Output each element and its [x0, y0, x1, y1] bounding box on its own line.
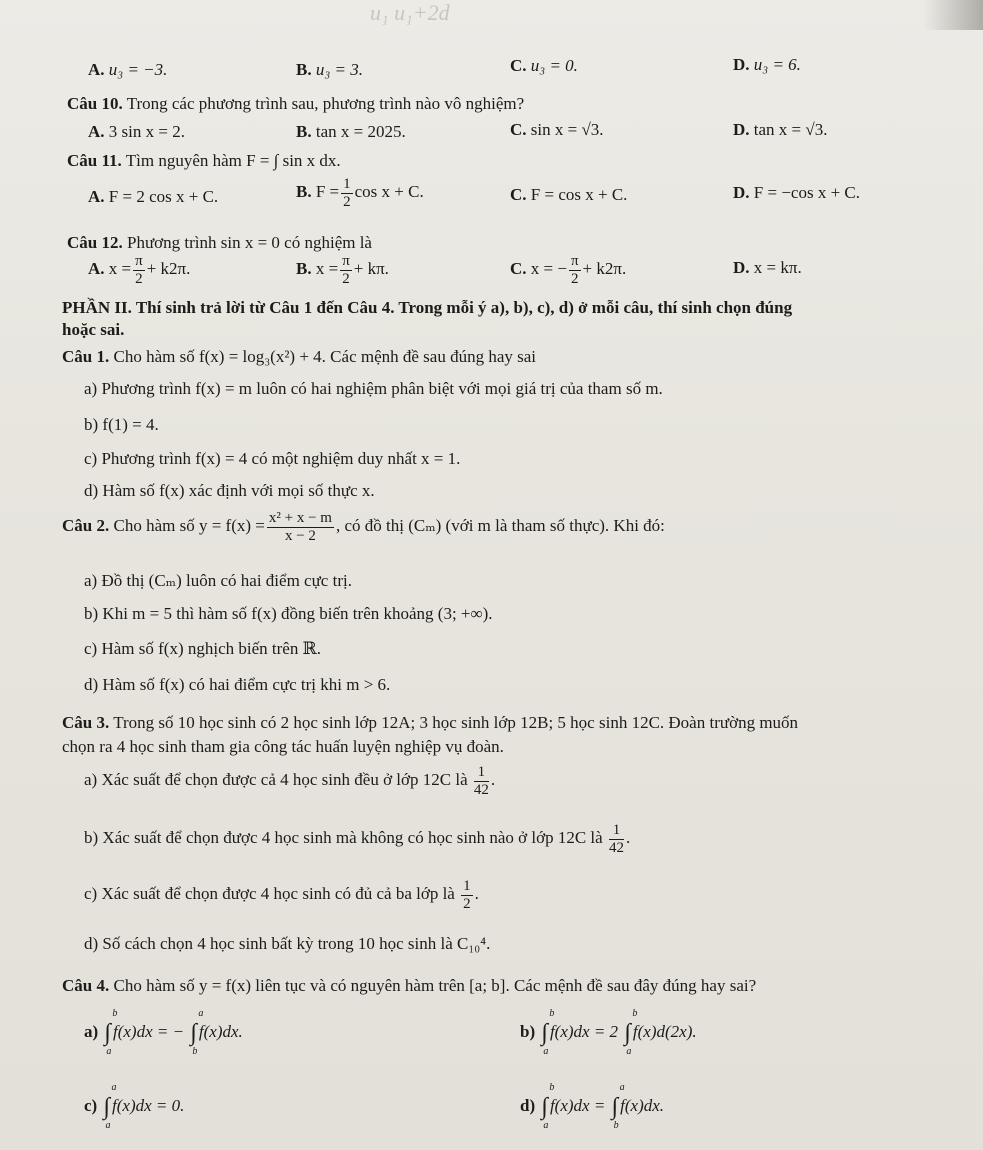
- q10-option-d: D. tan x = √3.: [733, 120, 828, 139]
- q9-option-b: B. u₃ = 3.: [296, 60, 363, 79]
- p4-a: a) ∫ b a f(x)dx = − ∫ a b f(x)dx.: [84, 1008, 243, 1057]
- fraction: $\frac{1}{42}$: [608, 822, 624, 856]
- integral-sign: ∫ a a: [103, 1082, 117, 1131]
- integral-sign: ∫ a b: [190, 1008, 204, 1057]
- fraction: $\frac{\pi}{2}$: [135, 253, 143, 287]
- fraction: $\frac{1}{2}$: [463, 878, 471, 912]
- fraction: $\frac{\text{x² + x − m}}{x - 2}$: [268, 510, 332, 544]
- q10-option-c: C. sin x = √3.: [510, 120, 604, 139]
- p1-d: d) Hàm số f(x) xác định với mọi số thực x.: [84, 481, 375, 500]
- q11-option-a: A. F = 2 cos x + C.: [88, 187, 219, 206]
- p2-d: d) Hàm số f(x) có hai điểm cực trị khi m > 6.: [84, 675, 391, 694]
- q11-option-b: B. F = $\frac{1}{2}$ cos x + C.: [296, 176, 424, 210]
- p1-a: a) Phương trình f(x) = m luôn có hai nghiệm phân biệt với mọi giá trị của tham số m.: [84, 379, 663, 398]
- p4-c: c) ∫ a a f(x)dx = 0.: [84, 1082, 185, 1131]
- p3-stem-cont: chọn ra 4 học sinh tham gia công tác huấn luyện nghiệp vụ đoàn.: [62, 737, 504, 756]
- p3-c: c) Xác suất để chọn được 4 học sinh có đủ cả ba lớp là $\frac{1}{2}$ .: [84, 878, 479, 912]
- p1-c: c) Phương trình f(x) = 4 có một nghiệm duy nhất x = 1.: [84, 449, 461, 468]
- integral-sign: ∫ b a: [104, 1008, 118, 1057]
- q11-stem: Câu 11. Tìm nguyên hàm F = ∫ sin x dx.: [67, 151, 341, 170]
- fraction: $\frac{\pi}{2}$: [570, 253, 579, 287]
- p2-b: b) Khi m = 5 thì hàm số f(x) đồng biến trên khoảng (3; +∞).: [84, 604, 493, 623]
- p3-stem: Câu 3. Trong số 10 học sinh có 2 học sinh lớp 12A; 3 học sinh lớp 12B; 5 học sinh 12C. Đoàn trường muốn: [62, 713, 799, 732]
- q9-option-c: C. u₃ = 0.: [510, 56, 578, 75]
- fraction: $\frac{\pi}{2}$: [342, 253, 350, 287]
- p3-d: d) Số cách chọn 4 học sinh bất kỳ trong 10 học sinh là C₁₀⁴.: [84, 934, 491, 953]
- q12-option-c: C. x = − $\frac{\pi}{2}$ + k2π.: [510, 253, 627, 287]
- q10-option-b: B. tan x = 2025.: [296, 122, 406, 141]
- p4-d: d) ∫ b a f(x)dx = ∫ a b f(x)dx.: [520, 1082, 665, 1131]
- q12-option-b: B. x = $\frac{\pi}{2}$ + kπ.: [296, 253, 389, 287]
- corner-shadow: [923, 0, 983, 30]
- integral-sign: ∫ b a: [541, 1082, 555, 1131]
- q12-stem: Câu 12. Phương trình sin x = 0 có nghiệm là: [67, 233, 372, 252]
- q12-option-d: D. x = kπ.: [733, 258, 802, 277]
- q11-option-c: C. F = cos x + C.: [510, 185, 628, 204]
- fraction: $\frac{1}{2}$: [343, 176, 351, 210]
- q12-option-a: A. x = $\frac{\pi}{2}$ + k2π.: [88, 253, 191, 287]
- integral-sign: ∫ b a: [624, 1008, 638, 1057]
- p3-a: a) Xác suất để chọn được cả 4 học sinh đều ở lớp 12C là $\frac{1}{42}$ .: [84, 764, 496, 798]
- pencil-scribble: u₁ u₁+2d: [370, 0, 450, 25]
- p2-stem: Câu 2. Cho hàm số y = f(x) = $\frac{\text{x² + x − m}}{x - 2}$ , có đồ thị (Cₘ) (với m là tham số thực). Khi đó:: [62, 510, 665, 544]
- p1-b: b) f(1) = 4.: [84, 415, 159, 434]
- p3-b: b) Xác suất để chọn được 4 học sinh mà không có học sinh nào ở lớp 12C là $\frac{1}{42}$ .: [84, 822, 631, 856]
- integral-sign: ∫ a b: [611, 1082, 625, 1131]
- p4-b: b) ∫ b a f(x)dx = 2 ∫ b a f(x)d(2x).: [520, 1008, 697, 1057]
- p1-stem: Câu 1. Cho hàm số f(x) = log₃(x²) + 4. Các mệnh đề sau đúng hay sai: [62, 347, 537, 366]
- q10-option-a: A. 3 sin x = 2.: [88, 122, 185, 141]
- q10-stem: Câu 10. Trong các phương trình sau, phương trình nào vô nghiệm?: [67, 94, 525, 113]
- part2-heading-cont: hoặc sai.: [62, 320, 125, 339]
- p2-c: c) Hàm số f(x) nghịch biến trên ℝ.: [84, 639, 321, 658]
- fraction: $\frac{1}{42}$: [473, 764, 489, 798]
- p4-stem: Câu 4. Cho hàm số y = f(x) liên tục và có nguyên hàm trên [a; b]. Các mệnh đề sau đây đúng hay sai?: [62, 976, 757, 995]
- part2-heading: PHẦN II. Thí sinh trả lời từ Câu 1 đến Câu 4. Trong mỗi ý a), b), c), d) ở mỗi câu, thí sinh chọn đúng: [62, 298, 793, 317]
- p2-a: a) Đồ thị (Cₘ) luôn có hai điểm cực trị.: [84, 571, 352, 590]
- integral-sign: ∫ b a: [541, 1008, 555, 1057]
- q9-option-a: A. u₃ = −3.: [88, 60, 168, 79]
- q9-option-d: D. u₃ = 6.: [733, 55, 801, 74]
- q11-option-d: D. F = −cos x + C.: [733, 183, 860, 202]
